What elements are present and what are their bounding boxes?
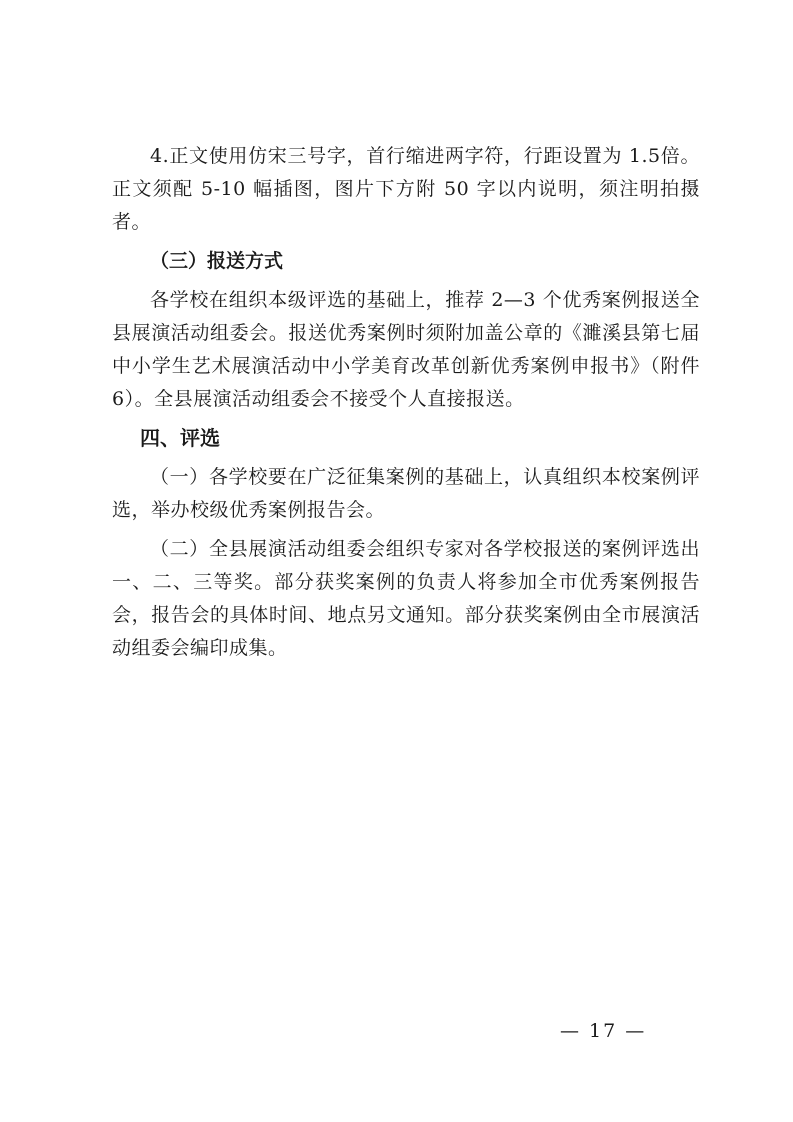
section-heading-evaluation: 四、评选 [140,426,220,450]
paragraph-evaluation-1: （一）各学校要在广泛征集案例的基础上，认真组织本校案例评选，举办校级优秀案例报告会。 [112,466,700,521]
paragraph-submission-method: 各学校在组织本级评选的基础上，推荐 2—3 个优秀案例报送全县展演活动组委会。报送优秀案例时须附加盖公章的《濉溪县第七届中小学生艺术展演活动中小学美育改革创新优秀案例申报书》（附件 6）。全县展演活动组委会不接受个人直接报送。 [112,289,700,410]
page-number: — 17 — [560,1020,647,1042]
paragraph-evaluation-2: （二）全县展演活动组委会组织专家对各学校报送的案例评选出一、二、三等奖。部分获奖案例的负责人将参加全市优秀案例报告会，报告会的具体时间、地点另文通知。部分获奖案例由全市展演活动组委会编印成集。 [112,538,700,659]
subheading-submission-method: （三）报送方式 [150,250,284,272]
paragraph-format-rules: 4.正文使用仿宋三号字，首行缩进两字符，行距设置为 1.5倍。正文须配 5-10 幅插图，图片下方附 50 字以内说明，须注明拍摄者。 [112,145,700,233]
document-body [112,140,700,671]
